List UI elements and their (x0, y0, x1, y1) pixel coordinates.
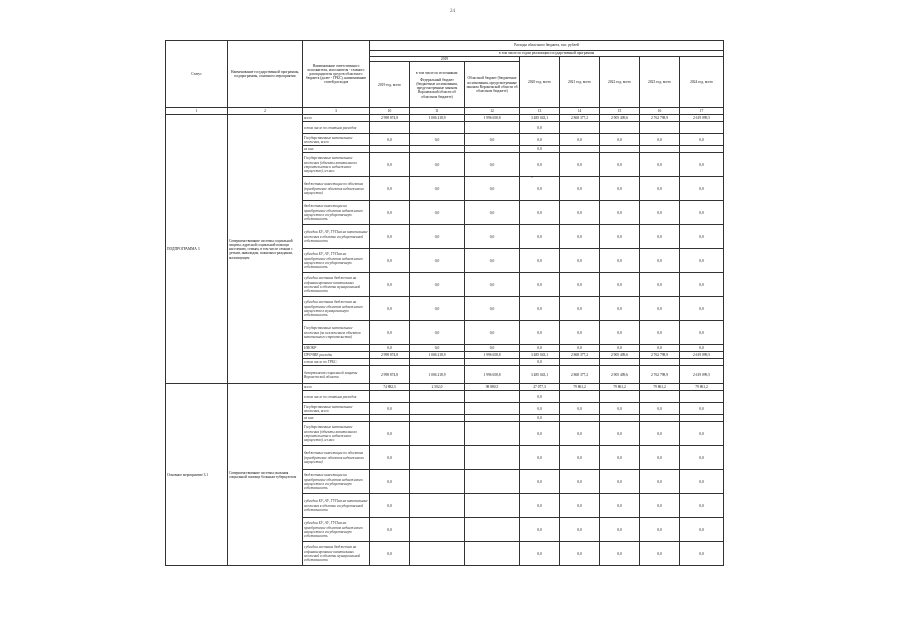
amount-cell: 0,0 (410, 153, 465, 177)
amount-cell (680, 391, 724, 403)
expense-item-label: бюджетные инвестиции по объектам (приобретение объектов недвижимого имущества) (303, 446, 370, 470)
amount-cell: 0,0 (640, 201, 680, 225)
amount-cell: 0,0 (520, 415, 560, 422)
table-row (166, 115, 724, 122)
amount-cell: 0,0 (465, 201, 520, 225)
amount-cell: 1 006 218,9 (410, 366, 465, 384)
expense-item-label: субсидии БУ, АУ, ГУПам на капитальные вложения в объекты государственной собственности (303, 225, 370, 249)
amount-cell: 0,0 (640, 494, 680, 518)
header-in-that: в том числе по источникам: (415, 70, 459, 75)
amount-cell: 0,0 (680, 177, 724, 201)
amount-cell: 2 905 409,6 (600, 115, 640, 122)
amount-cell: 0,0 (640, 422, 680, 446)
amount-cell (465, 391, 520, 403)
amount-cell: 0,0 (680, 201, 724, 225)
amount-cell: 0,0 (640, 134, 680, 146)
header-2023: 2023 год, всего (640, 57, 680, 108)
amount-cell: 0,0 (370, 201, 410, 225)
amount-cell: 0,0 (410, 225, 465, 249)
amount-cell: 3 485 043,1 (520, 352, 560, 359)
amount-cell: 0,0 (640, 153, 680, 177)
expense-item-label: ПРОЧИЕ расходы (303, 352, 370, 359)
amount-cell: 0,0 (560, 422, 600, 446)
column-number: 12 (465, 108, 520, 115)
amount-cell (640, 146, 680, 153)
header-2019-total: 2019 год, всего (370, 62, 410, 108)
amount-cell: 0,0 (370, 542, 410, 566)
amount-cell: 0,0 (370, 446, 410, 470)
amount-cell: 0,0 (370, 273, 410, 297)
amount-cell: 2 762 798,9 (640, 352, 680, 359)
amount-cell: 0,0 (640, 470, 680, 494)
amount-cell: 0,0 (640, 273, 680, 297)
amount-cell: 0,0 (680, 345, 724, 352)
amount-cell: 1 996 658,8 (465, 352, 520, 359)
amount-cell: 0,0 (410, 297, 465, 321)
amount-cell: 2 868 377,2 (560, 352, 600, 359)
amount-cell: 0,0 (600, 177, 640, 201)
header-year-2019: 2019 (370, 57, 520, 62)
amount-cell: 0,0 (560, 297, 600, 321)
amount-cell: 0,0 (520, 494, 560, 518)
column-number: 13 (520, 108, 560, 115)
amount-cell: 0,0 (465, 153, 520, 177)
amount-cell: 0,0 (680, 518, 724, 542)
column-number: 2 (228, 108, 303, 115)
amount-cell: 0,0 (680, 249, 724, 273)
amount-cell: 0,0 (600, 321, 640, 345)
amount-cell: 0,0 (600, 345, 640, 352)
amount-cell: 1 996 658,8 (465, 366, 520, 384)
amount-cell (640, 359, 680, 366)
amount-cell: 0,0 (520, 177, 560, 201)
expense-item-label: в том числе по статьям расходов (303, 122, 370, 134)
header-by-years: в том числе по годам реализации государственной программы (370, 51, 724, 57)
amount-cell: 0,0 (680, 494, 724, 518)
budget-table (165, 40, 724, 566)
amount-cell: 0,0 (600, 422, 640, 446)
amount-cell (410, 403, 465, 415)
amount-cell (410, 542, 465, 566)
amount-cell (465, 494, 520, 518)
amount-cell: 0,0 (465, 321, 520, 345)
amount-cell: 0,0 (640, 177, 680, 201)
amount-cell (410, 415, 465, 422)
amount-cell (465, 415, 520, 422)
amount-cell (410, 359, 465, 366)
amount-cell (680, 415, 724, 422)
amount-cell: 0,0 (600, 403, 640, 415)
amount-cell: 0,0 (600, 273, 640, 297)
amount-cell: 0,0 (520, 345, 560, 352)
amount-cell: 0,0 (465, 225, 520, 249)
amount-cell: 0,0 (640, 345, 680, 352)
header-federal (410, 62, 465, 108)
column-number: 15 (600, 108, 640, 115)
amount-cell: 0,0 (410, 321, 465, 345)
section-status: ПОДПРОГРАММА 3 (166, 115, 228, 384)
amount-cell: 0,0 (680, 297, 724, 321)
amount-cell: 0,0 (370, 297, 410, 321)
amount-cell (560, 391, 600, 403)
amount-cell (465, 518, 520, 542)
expense-item-label: НИОКР (303, 345, 370, 352)
amount-cell: 0,0 (370, 345, 410, 352)
header-2022: 2022 год, всего (600, 57, 640, 108)
column-numbers-row (166, 108, 724, 115)
amount-cell: 0,0 (520, 122, 560, 134)
amount-cell: 0,0 (370, 177, 410, 201)
amount-cell: 0,0 (560, 470, 600, 494)
amount-cell: 0,0 (520, 321, 560, 345)
expense-item-label: Государственные капитальные вложения, всего (303, 403, 370, 415)
header-status: Статус (166, 41, 228, 108)
amount-cell: 0,0 (680, 403, 724, 415)
amount-cell: 0,0 (520, 359, 560, 366)
table-row (166, 384, 724, 391)
amount-cell: 0,0 (560, 273, 600, 297)
amount-cell: 0,0 (520, 422, 560, 446)
header-executor: Наименование ответственного исполнителя, исполнителя - главного распорядителя средств областного бюджета (далее - ГРБС), наименование статей расходов (303, 41, 370, 108)
expense-item-label: Государственные капитальные вложения, всего (303, 134, 370, 146)
expense-item-label: субсидии местным бюджетам на приобретение объектов недвижимого имущества в муниципальную собственность (303, 297, 370, 321)
amount-cell: 0,0 (465, 273, 520, 297)
amount-cell: 27 077,3 (520, 384, 560, 391)
amount-cell: 0,0 (370, 403, 410, 415)
amount-cell (370, 146, 410, 153)
amount-cell: 2 502,0 (410, 384, 465, 391)
amount-cell (560, 122, 600, 134)
amount-cell: 0,0 (465, 297, 520, 321)
amount-cell (640, 415, 680, 422)
amount-cell: 0,0 (680, 422, 724, 446)
amount-cell (465, 446, 520, 470)
amount-cell: 0,0 (560, 518, 600, 542)
amount-cell: 0,0 (560, 249, 600, 273)
amount-cell: 2 998 874,8 (370, 366, 410, 384)
amount-cell: 0,0 (410, 345, 465, 352)
expense-item-label: департамент социальной защиты Воронежской области (303, 366, 370, 384)
expense-item-label: бюджетные инвестиции на приобретение объектов недвижимого имущества в государственную собственность (303, 201, 370, 225)
amount-cell: 1 996 658,8 (465, 115, 520, 122)
amount-cell: 0,0 (640, 446, 680, 470)
amount-cell: 0,0 (370, 225, 410, 249)
amount-cell: 0,0 (370, 494, 410, 518)
amount-cell: 0,0 (600, 153, 640, 177)
amount-cell: 0,0 (600, 225, 640, 249)
stray-mark: • (531, 175, 534, 181)
amount-cell: 0,0 (520, 297, 560, 321)
page-number: 24 (450, 9, 455, 14)
amount-cell: 0,0 (640, 518, 680, 542)
header-federal-text: Федеральный бюджет (бюджетные ассигнования, предусмотренные законом Воронежской области об областном бюджете) (416, 77, 458, 99)
amount-cell: 0,0 (520, 403, 560, 415)
amount-cell: 0,0 (370, 134, 410, 146)
amount-cell (465, 122, 520, 134)
section-name: Совершенствование системы социальной защиты, адресной социальной помощи населению, семьям, в том числе семьям с детьми, инвалидам, пожилым гражданам, малоимущим (228, 115, 303, 384)
amount-cell: 0,0 (465, 134, 520, 146)
amount-cell (600, 146, 640, 153)
amount-cell: 0,0 (560, 542, 600, 566)
expense-item-label: субсидии местным бюджетам на софинансирование капитальных вложений в объекты муниципальной собственности (303, 542, 370, 566)
amount-cell: 2 868 377,2 (560, 366, 600, 384)
amount-cell: 0,0 (680, 446, 724, 470)
amount-cell: 0,0 (370, 321, 410, 345)
amount-cell (410, 446, 465, 470)
amount-cell: 3 485 043,1 (520, 115, 560, 122)
amount-cell (640, 391, 680, 403)
expense-item-label: Государственные капитальные вложения (объекты капитального строительства и недвижимое имущество), из них: (303, 422, 370, 446)
section-status: Основное мероприятие 3.1 (166, 384, 228, 566)
amount-cell: 2 868 377,2 (560, 115, 600, 122)
amount-cell (370, 391, 410, 403)
amount-cell (410, 518, 465, 542)
amount-cell: 0,0 (600, 249, 640, 273)
amount-cell: 74 882,5 (370, 384, 410, 391)
amount-cell: 0,0 (520, 134, 560, 146)
amount-cell: 3 485 043,1 (520, 366, 560, 384)
header-2021: 2021 год, всего (560, 57, 600, 108)
amount-cell: 0,0 (680, 153, 724, 177)
amount-cell (465, 542, 520, 566)
amount-cell: 0,0 (370, 470, 410, 494)
expense-item-label: бюджетные инвестиции по объектам (приобретение объектов недвижимого имущества) (303, 177, 370, 201)
amount-cell: 0,0 (680, 134, 724, 146)
amount-cell: 0,0 (680, 225, 724, 249)
expense-item-label: субсидии БУ, АУ, ГУПам на приобретение объектов недвижимого имущества в государственную собственность (303, 518, 370, 542)
amount-cell: 0,0 (600, 134, 640, 146)
amount-cell: 0,0 (680, 321, 724, 345)
amount-cell (370, 359, 410, 366)
amount-cell (410, 422, 465, 446)
amount-cell: 0,0 (560, 225, 600, 249)
amount-cell (560, 146, 600, 153)
amount-cell (410, 494, 465, 518)
amount-cell: 0,0 (600, 494, 640, 518)
header-2020: 2020 год, всего (520, 57, 560, 108)
amount-cell: 0,0 (520, 273, 560, 297)
amount-cell: 0,0 (520, 225, 560, 249)
amount-cell: 0,0 (680, 542, 724, 566)
amount-cell: 0,0 (560, 403, 600, 415)
column-number: 16 (640, 108, 680, 115)
header-2024: 2024 год, всего (680, 57, 724, 108)
amount-cell: 0,0 (560, 153, 600, 177)
amount-cell (410, 122, 465, 134)
amount-cell: 98 880,5 (465, 384, 520, 391)
amount-cell: 0,0 (370, 422, 410, 446)
column-number: 14 (560, 108, 600, 115)
amount-cell: 0,0 (520, 249, 560, 273)
amount-cell: 0,0 (640, 249, 680, 273)
amount-cell: 0,0 (410, 273, 465, 297)
amount-cell: 0,0 (520, 542, 560, 566)
amount-cell: 0,0 (560, 494, 600, 518)
amount-cell: 79 861,2 (600, 384, 640, 391)
amount-cell: 0,0 (560, 134, 600, 146)
amount-cell: 0,0 (600, 297, 640, 321)
amount-cell: 2 905 409,6 (600, 352, 640, 359)
amount-cell: 0,0 (520, 153, 560, 177)
header-regional: Областной бюджет (бюджетные ассигнования, предусмотренные законом Воронежской области об областном бюджете) (465, 62, 520, 108)
amount-cell (465, 403, 520, 415)
amount-cell: 0,0 (600, 518, 640, 542)
amount-cell: 2 998 874,8 (370, 352, 410, 359)
column-number: 3 (303, 108, 370, 115)
expense-item-label: субсидии местным бюджетам на софинансирование капитальных вложений в объекты муниципальной собственности (303, 273, 370, 297)
amount-cell (465, 470, 520, 494)
amount-cell: 0,0 (560, 345, 600, 352)
amount-cell: 0,0 (465, 177, 520, 201)
amount-cell: 0,0 (600, 470, 640, 494)
expense-item-label: всего (303, 115, 370, 122)
amount-cell: 0,0 (680, 470, 724, 494)
amount-cell: 0,0 (520, 391, 560, 403)
amount-cell: 0,0 (370, 249, 410, 273)
expense-item-label: в том числе по статьям расходов (303, 391, 370, 403)
amount-cell: 0,0 (410, 201, 465, 225)
expense-item-label: из них: (303, 415, 370, 422)
amount-cell (680, 122, 724, 134)
amount-cell: 0,0 (640, 321, 680, 345)
amount-cell (465, 146, 520, 153)
expense-item-label: Государственные капитальные вложения (за исключением объектов капитального строительства) (303, 321, 370, 345)
amount-cell (410, 470, 465, 494)
amount-cell: 2 905 409,6 (600, 366, 640, 384)
amount-cell: 0,0 (560, 321, 600, 345)
amount-cell: 1 006 218,9 (410, 115, 465, 122)
amount-cell: 0,0 (600, 201, 640, 225)
expense-item-label: субсидии БУ, АУ, ГУПам на капитальные вложения в объекты государственной собственности (303, 494, 370, 518)
amount-cell: 0,0 (370, 518, 410, 542)
amount-cell (560, 415, 600, 422)
header-program-name: Наименование государственной программы, подпрограммы, основного мероприятия (228, 41, 303, 108)
amount-cell: 79 861,2 (640, 384, 680, 391)
amount-cell: 0,0 (410, 134, 465, 146)
amount-cell: 2 998 874,8 (370, 115, 410, 122)
amount-cell (600, 415, 640, 422)
amount-cell: 0,0 (560, 446, 600, 470)
expense-item-label: бюджетные инвестиции на приобретение объектов недвижимого имущества в государственную собственность (303, 470, 370, 494)
amount-cell: 0,0 (640, 297, 680, 321)
amount-cell: 2 619 099,5 (680, 366, 724, 384)
amount-cell: 2 762 798,9 (640, 115, 680, 122)
amount-cell: 0,0 (560, 177, 600, 201)
amount-cell: 0,0 (520, 470, 560, 494)
amount-cell: 0,0 (600, 542, 640, 566)
amount-cell: 0,0 (410, 177, 465, 201)
amount-cell: 1 006 218,9 (410, 352, 465, 359)
amount-cell: 2 762 798,9 (640, 366, 680, 384)
amount-cell: 0,0 (520, 146, 560, 153)
expense-item-label: из них: (303, 146, 370, 153)
expense-item-label: Государственные капитальные вложения (объекты капитального строительства и недвижимое имущество), из них: (303, 153, 370, 177)
amount-cell (640, 122, 680, 134)
amount-cell (600, 391, 640, 403)
column-number: 1 (166, 108, 228, 115)
amount-cell: 0,0 (465, 249, 520, 273)
amount-cell: 0,0 (640, 403, 680, 415)
amount-cell (370, 415, 410, 422)
column-number: 17 (680, 108, 724, 115)
amount-cell (600, 359, 640, 366)
amount-cell: 0,0 (520, 446, 560, 470)
amount-cell: 0,0 (410, 249, 465, 273)
column-number: 10 (370, 108, 410, 115)
amount-cell (370, 122, 410, 134)
amount-cell: 0,0 (680, 273, 724, 297)
amount-cell (465, 422, 520, 446)
section-name: Совершенствование системы оказания социальной помощи больным туберкулезом (228, 384, 303, 566)
amount-cell: 0,0 (520, 201, 560, 225)
amount-cell: 0,0 (465, 345, 520, 352)
amount-cell: 0,0 (640, 225, 680, 249)
amount-cell: 79 861,2 (560, 384, 600, 391)
amount-cell: 0,0 (520, 518, 560, 542)
amount-cell (560, 359, 600, 366)
amount-cell (600, 122, 640, 134)
amount-cell: 0,0 (600, 446, 640, 470)
amount-cell: 79 861,2 (680, 384, 724, 391)
table-header (166, 41, 724, 115)
amount-cell (680, 359, 724, 366)
amount-cell: 2 619 099,5 (680, 115, 724, 122)
amount-cell: 0,0 (640, 542, 680, 566)
amount-cell (410, 391, 465, 403)
amount-cell (680, 146, 724, 153)
column-number: 11 (410, 108, 465, 115)
amount-cell: 0,0 (370, 153, 410, 177)
expense-item-label: всего (303, 384, 370, 391)
header-expenses: Расходы областного бюджета, тыс. рублей (370, 41, 724, 51)
amount-cell: 2 619 099,5 (680, 352, 724, 359)
amount-cell: 0,0 (560, 201, 600, 225)
expense-item-label: в том числе по ГРБС: (303, 359, 370, 366)
amount-cell (465, 359, 520, 366)
expense-item-label: субсидии БУ, АУ, ГУПам на приобретение объектов недвижимого имущества в государственную собственность (303, 249, 370, 273)
amount-cell (410, 146, 465, 153)
table-body (166, 115, 724, 566)
